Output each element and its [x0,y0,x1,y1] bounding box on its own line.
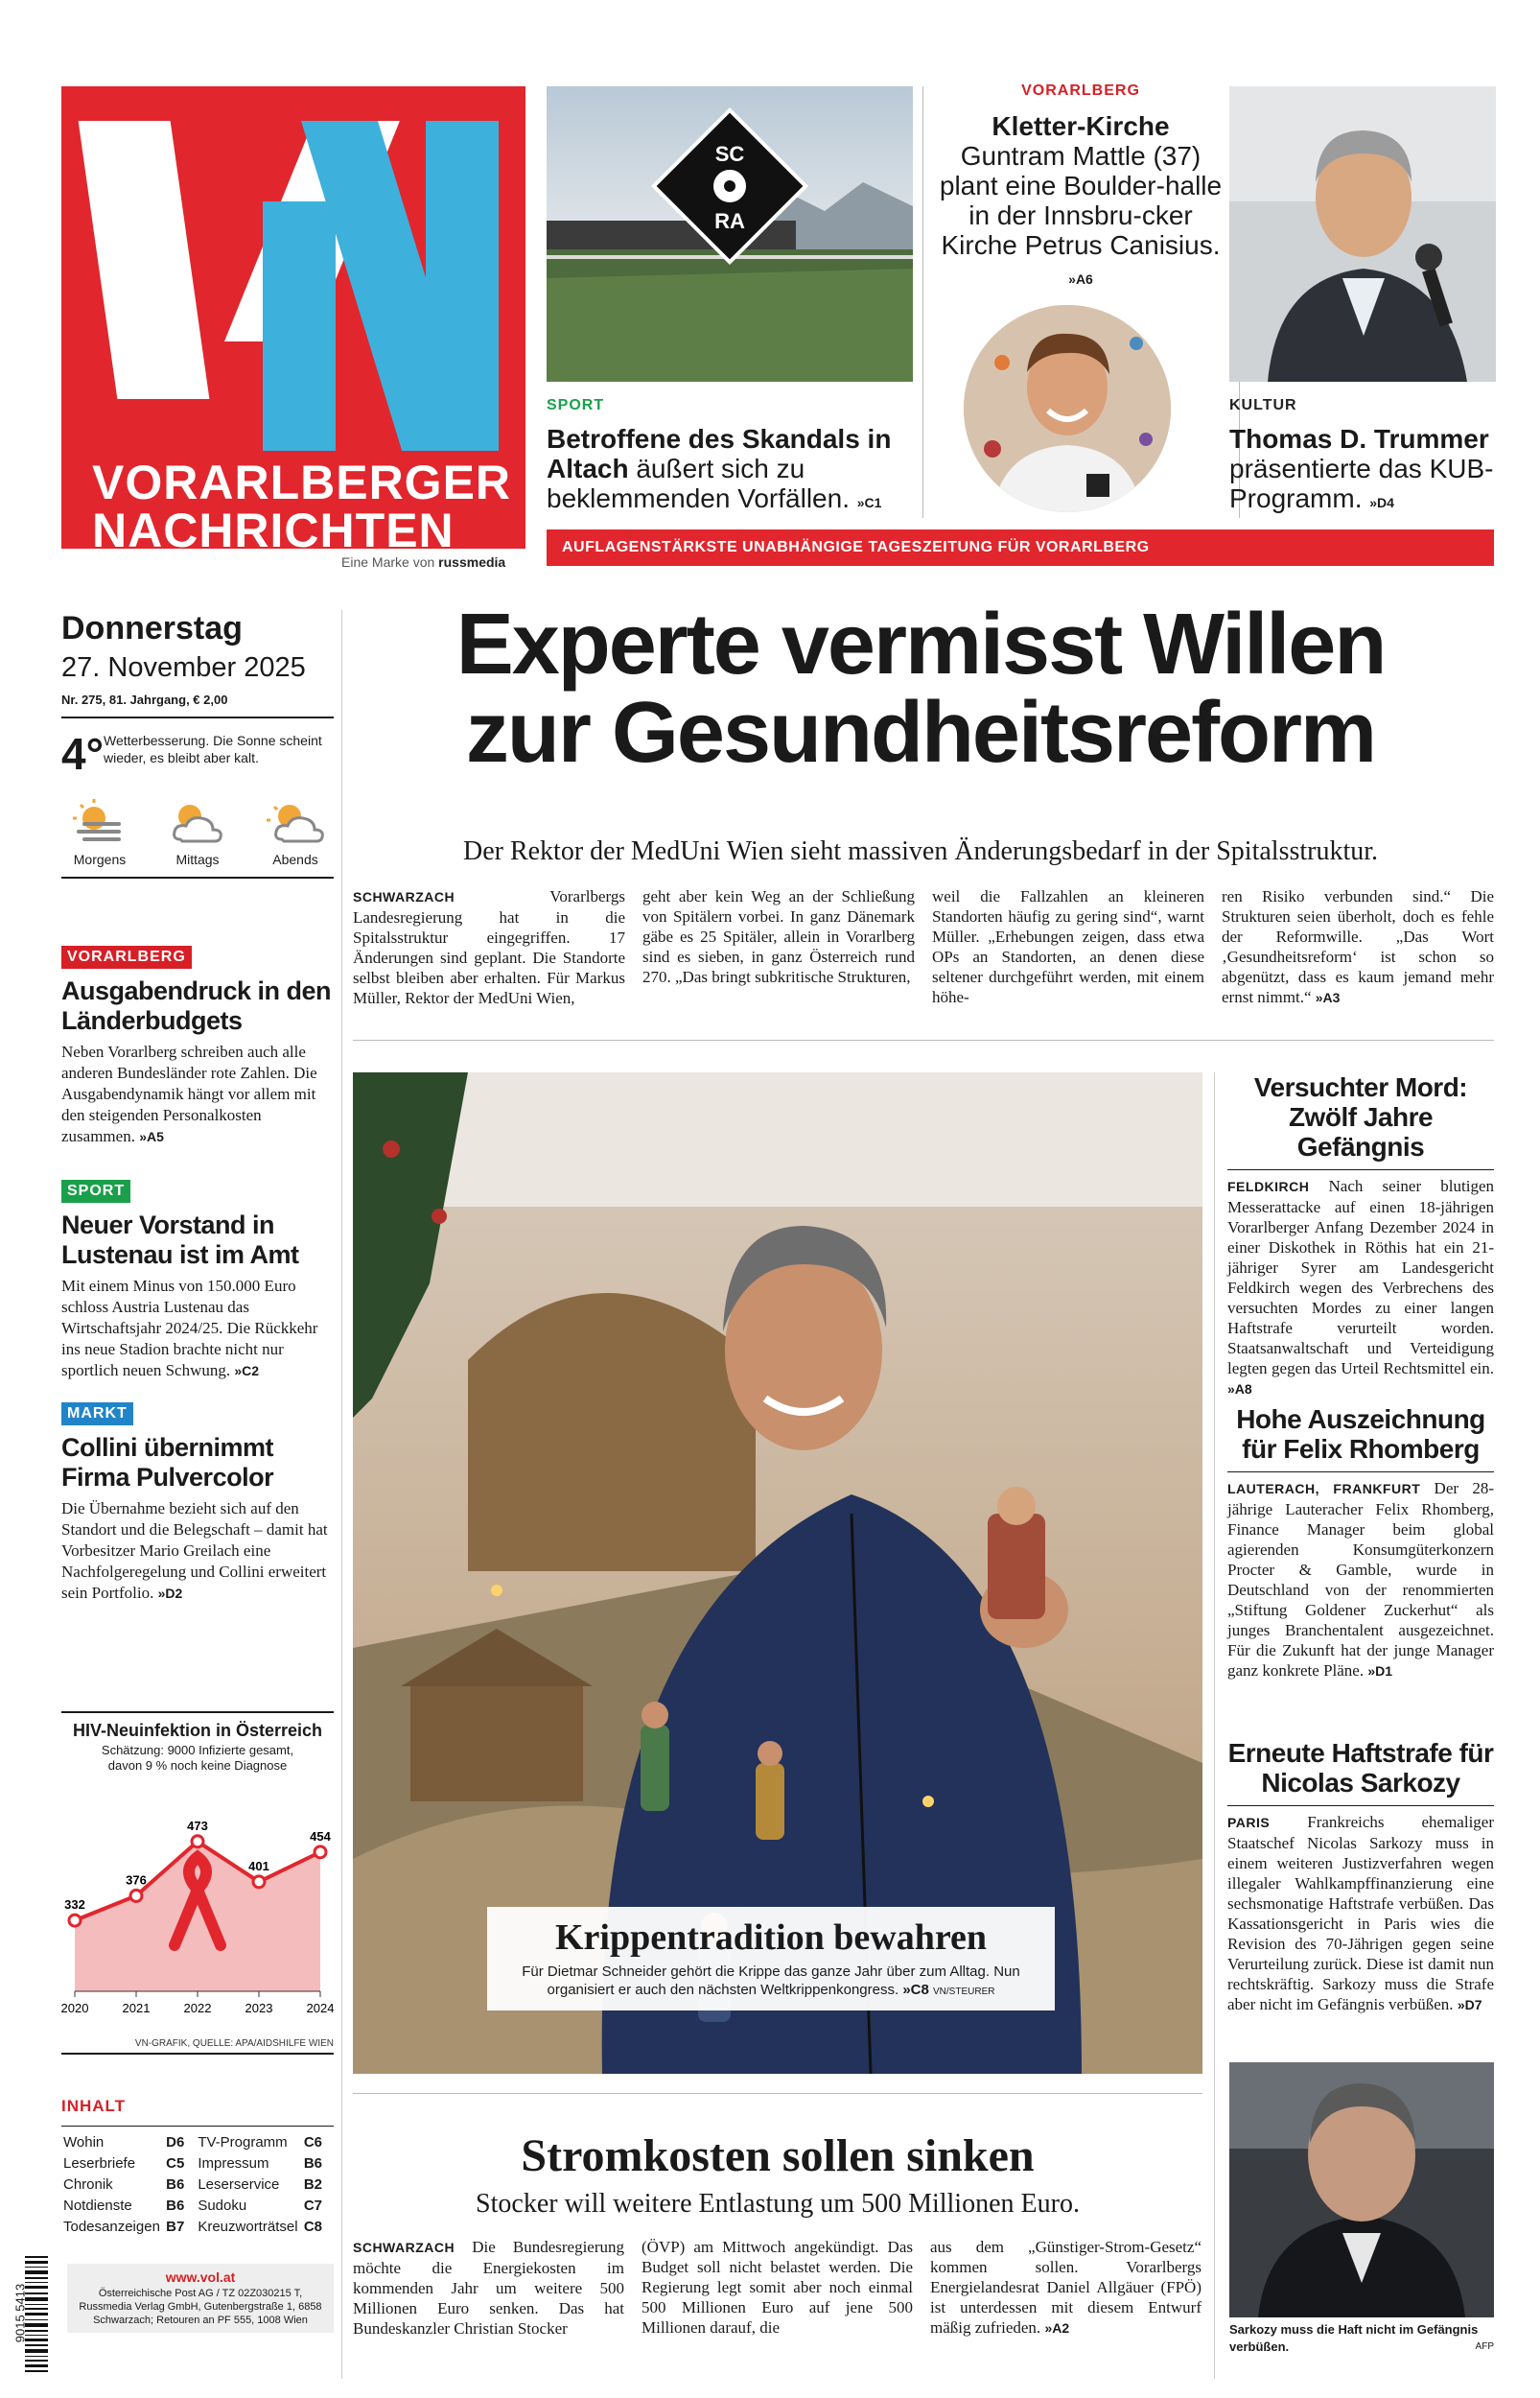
table-row[interactable]: Notdienste B6 Sudoku C7 [63,2198,322,2214]
sarkozy-photo[interactable] [1229,2062,1494,2317]
data-label: 454 [310,1828,331,1844]
data-point [130,1890,142,1901]
weekday: Donnerstag [61,610,243,647]
hiv-chart [61,1711,334,2055]
chart-subtitle: Schätzung: 9000 Infizierte gesamt, davon 9 % noch keine Diagnose [101,1743,294,1773]
lead-text: SCHWARZACH Vorarlbergs Landesregierung hat in die Spitalsstruktur eingegriffen. 17 Änderungen sind geplant. Die Standorte selbst bleiben aber erhalten. Für Markus Müller, Rektor der MedUni Wien, geht aber kein Weg an der Schließung von Spitälern vorbei. In ganz Dänemark gäbe es 25 Spitäler, allein in Vorarlberg sind es sieben, in ganz Österreich rund 270. „Das bringt subkritische Strukturen, weil die Fallzahlen an kleineren Standorten häufig zu gering sind“, warnt Müller. „Erhebungen zeigen, dass etwa OPs an Standorten, an denen diese seltener durchgeführt werden, mit einem höhe- ren Risiko verbunden sind.“ Die Strukturen seien überholt, doch es fehle der Reformwille. „Das Wort ‚Gesundheitsreform‘ ist schon so abgenützt, dass es kaum jemand mehr ernst nimmt.“ »A3 [353,887,1494,1007]
contents-box [61,2097,334,2238]
vorarlberg-teaser[interactable]: Kletter-Kirche Guntram Mattle (37) plant eine Boulder-halle in der Innsbru-cker Kirche Petrus Canisius. »A6 [939,111,1223,287]
vorarlberg-kicker: VORARLBERG [1021,82,1140,99]
sun-cloud-icon [69,797,130,847]
nativity-photo[interactable] [353,1072,1202,2074]
left-headline: Neuer Vorstand in Lustenau ist im Amt [61,1211,299,1269]
data-label: 401 [248,1858,269,1873]
tagline-bar: AUFLAGENSTÄRKSTE UNABHÄNGIGE TAGESZEITUNG FÜR VORARLBERG [547,529,1494,566]
left-headline: Ausgabendruck in den Länderbudgets [61,976,332,1035]
left-item[interactable]: SPORT Neuer Vorstand in Lustenau ist im Amt Mit einem Minus von 150.000 Euro schloss Austria Lustenau das Wirtschaftsjahr 2024/25. Die Rückkehr ins neue Stadion brachte nicht nur sportlich neuen Schwung. »C2 [61,1180,334,1381]
data-point [253,1876,265,1888]
x-tick-label: 2024 [306,2001,334,2015]
left-headline: Collini übernimmt Firma Pulvercolor [61,1433,274,1492]
lead-subhead: Der Rektor der MedUni Wien sieht massiven Änderungsbedarf in der Spitalsstruktur. [462,836,1379,866]
issue-info: Nr. 275, 81. Jahrgang, € 2,00 [61,693,228,707]
table-row[interactable]: Wohin D6 TV-Programm C6 [63,2134,322,2151]
data-label: 473 [187,1818,208,1833]
table-row[interactable]: Leserbriefe C5 Impressum B6 [63,2155,322,2172]
left-item[interactable]: VORARLBERG Ausgabendruck in den Länderbudgets Neben Vorarlberg schreiben auch alle anderen Bundesländer rote Zahlen. Die Ausgabendynamik hängt vor allem mit den steigenden Personalkosten zusammen. »A5 [61,946,334,1147]
vn-logo[interactable] [61,86,525,549]
brand-owner: Eine Marke von russmedia [341,554,506,570]
postal-info: Österreichische Post AG / TZ 02Z030215 T, Russmedia Verlag GmbH, Gutenbergstraße 1, 6858 Schwarzach; Retouren an PF 555, 1008 Wien [79,2288,322,2326]
weather-noon-label: Mittags [175,852,220,867]
x-tick-label: 2022 [183,2001,212,2015]
x-tick-label: 2021 [122,2001,151,2015]
trummer-photo[interactable] [1229,86,1496,382]
right-item[interactable]: Versuchter Mord: Zwölf Jahre Gefängnis FELDKIRCH Nach seiner blutigen Messerattacke auf einen 18-jährigen Vorarlberger Anfang Dezember 2024 in einer Diskothek in Röthis hat ein 21-jähriger Syrer am Landesgericht Feldkirch wegen des Verbrechens des versuchten Mordes zu einer langen Haftstrafe verurteilt worden. Staatsanwaltschaft und Verteidigung legten gegen das Urteil Rechtsmittel ein. »A8 [1227,1072,1494,1397]
data-point [69,1915,81,1926]
imprint-box [67,2264,334,2333]
sport-kicker: SPORT [547,397,605,413]
contents-title: INHALT [61,2097,127,2115]
chart-source: VN-GRAFIK, QUELLE: APA/AIDSHILFE WIEN [134,2038,334,2049]
x-tick-label: 2020 [61,2001,89,2015]
partly-cloudy-icon [265,797,326,847]
sarkozy-caption: Sarkozy muss die Haft nicht im Gefängnis verbüßen. AFP [1229,2322,1494,2354]
brand-name: VORARLBERGER NACHRICHTEN [92,456,512,549]
weather-evening-label: Abends [272,852,318,867]
lead-headline[interactable]: Experte vermisst Willen zur Gesundheitsreform [455,597,1386,781]
club-logo-text-bottom: RA [714,209,745,233]
club-logo-text-top: SC [714,142,745,166]
partly-cloudy-icon [167,797,228,847]
date-box [61,610,334,879]
right-item[interactable]: Hohe Auszeichnung für Felix Rhomberg LAUTERACH, FRANKFURT Der 28-jährige Lauteracher Felix Rhomberg, Finance Manager beim global agierenden Konsumgüterkonzern Procter & Gamble, wurde in Deutschland von der renommierten „Stiftung Goldener Zuckerhut“ als junges Branchentalent ausgezeichnet. Für die Zukunft hat der junge Manager ganz konkrete Pläne. »D1 [1227,1404,1494,1680]
table-row[interactable]: Todesanzeigen B7 Kreuzworträtsel C8 [63,2219,322,2235]
right-headline: Hohe Auszeichnung für Felix Rhomberg [1236,1404,1485,1464]
data-label: 376 [126,1872,147,1888]
left-news [61,946,334,1604]
table-row[interactable]: Chronik B6 Leserservice B2 [63,2176,322,2193]
right-item[interactable]: Erneute Haftstrafe für Nicolas Sarkozy PARIS Frankreichs ehemaliger Staatschef Nicolas Sarkozy muss in einem weiteren Justizverfahren wegen illegaler Wahlkampffinanzierung eine sechsmonatige Haftstrafe verbüßen. Das Kassationsgericht in Paris wies die Revision des 70-Jährigen gegen seine Verurteilung zurück. Diese ist damit nun rechtskräftig. Sarkozy muss die Strafe aber nicht im Gefängnis verbüßen. »D7 [1227,1738,1495,2013]
section-badge: VORARLBERG [61,946,192,969]
section-badge: MARKT [61,1402,133,1425]
right-headline: Versuchter Mord: Zwölf Jahre Gefängnis [1253,1072,1468,1162]
barcode [4,2252,50,2379]
energy-headline[interactable]: Stromkosten sollen sinken [521,2130,1035,2181]
energy-subhead: Stocker will weitere Entlastung um 500 Millionen Euro. [476,2189,1080,2219]
weather-morning-label: Morgens [73,852,127,867]
temperature: 4° [61,729,104,779]
kultur-teaser[interactable]: Thomas D. Trummer präsentierte das KUB-Programm. »D4 [1229,424,1494,513]
chart-title: HIV-Neuinfektion in Österreich [72,1721,323,1740]
photo-caption-title: Krippentradition bewahren [554,1917,988,1958]
data-point [315,1846,326,1858]
x-tick-label: 2023 [245,2001,273,2015]
left-item[interactable]: MARKT Collini übernimmt Firma Pulvercolor Die Übernahme bezieht sich auf den Standort und die Belegschaft – damit hat Vorbesitzer Mario Greilach eine Nachfolgeregelung und Collini erweitert sein Portfolio. »D2 [61,1402,334,1604]
sport-teaser[interactable]: Betroffene des Skandals in Altach äußert sich zu beklemmenden Vorfällen. »C1 [547,424,892,513]
date: 27. November 2025 [61,652,306,683]
climber-portrait[interactable] [964,305,1171,512]
photo-caption-box: Krippentradition bewahren Für Dietmar Schneider gehört die Krippe das ganze Jahr über zum Alltag. Nun organisiert er auch den nächsten Weltkrippenkongress. »C8 VN/STEURER [487,1907,1055,2010]
chart-plot [61,1775,334,2034]
data-label: 332 [64,1897,85,1913]
barcode-number: 9015 5413 [12,2283,28,2343]
stadium-photo[interactable] [547,86,913,382]
weather-text: Wetterbesserung. Die Sonne scheint wieder, es bleibt aber kalt. [103,733,322,765]
data-point [192,1836,203,1847]
website-link[interactable]: www.vol.at [165,2269,236,2285]
kultur-kicker: KULTUR [1229,397,1297,413]
energy-text: SCHWARZACH Die Bundesregierung möchte die Energiekosten im kommenden Jahr um weitere 500 Millionen Euro senken. Das hat Bundeskanzler Christian Stocker (ÖVP) am Mittwoch angekündigt. Das Budget soll nicht belastet werden. Die Regierung legt somit aber noch einmal 500 Millionen Euro auf jene 500 Millionen darauf, die aus dem „Günstiger-Strom-Gesetz“ kommen sollen. Vorarlbergs Energielandesrat Daniel Allgäuer (FPÖ) ist unterdessen mit diesem Entwurf mäßig zufrieden. »A2 [353,2238,1202,2338]
contents-table [61,2132,334,2238]
section-badge: SPORT [61,1180,130,1203]
right-headline: Erneute Haftstrafe für Nicolas Sarkozy [1227,1738,1494,1798]
